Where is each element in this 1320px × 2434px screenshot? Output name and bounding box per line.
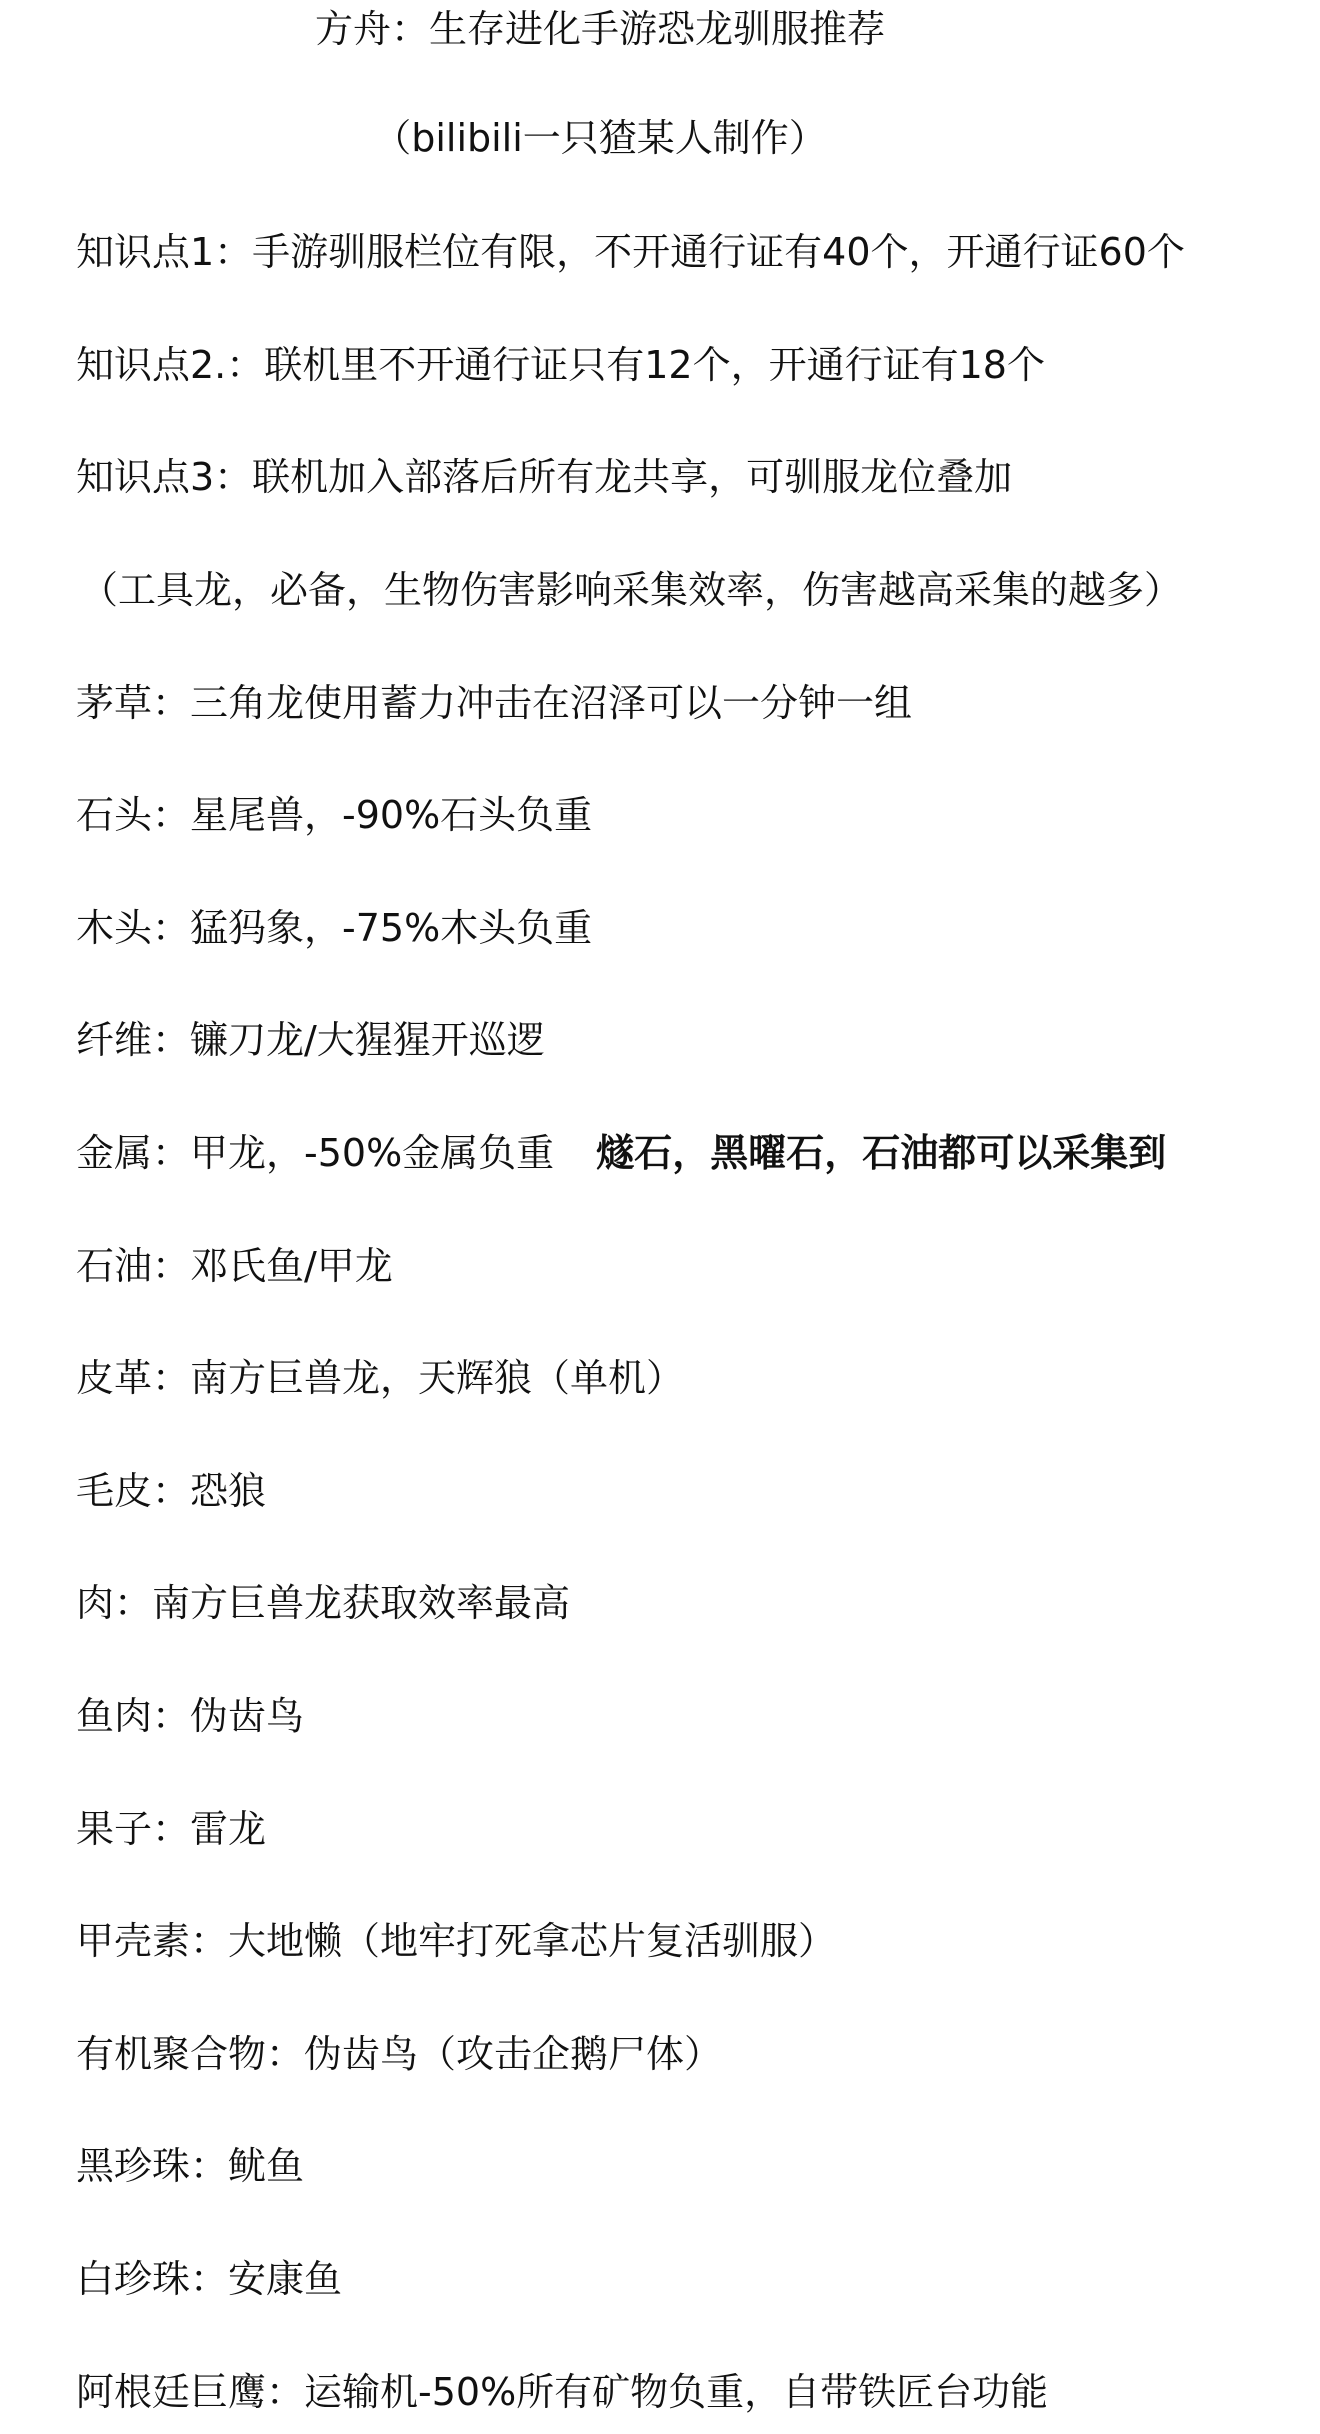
resource-line-black-pearl: 黑珍珠：鱿鱼 bbox=[76, 2144, 305, 2188]
resource-line-hide: 皮革：南方巨兽龙，天辉狼（单机） bbox=[76, 1356, 685, 1400]
resource-line-thatch: 茅草：三角龙使用蓄力冲击在沼泽可以一分钟一组 bbox=[76, 681, 913, 725]
knowledge-point-1: 知识点1：手游驯服栏位有限，不开通行证有40个，开通行证60个 bbox=[76, 230, 1185, 274]
metal-bold-note: 燧石，黑曜石，石油都可以采集到 bbox=[596, 1131, 1167, 1175]
resource-line-fish-meat: 鱼肉：伪齿鸟 bbox=[76, 1694, 305, 1738]
document-title: 方舟：生存进化手游恐龙驯服推荐 bbox=[314, 7, 885, 51]
resource-line-metal bbox=[76, 1128, 1166, 1178]
resource-line-argentavis: 阿根廷巨鹰：运输机-50%所有矿物负重，自带铁匠台功能 bbox=[76, 2370, 1049, 2414]
resource-line-white-pearl: 白珍珠：安康鱼 bbox=[76, 2257, 343, 2301]
resource-line-polymer: 有机聚合物：伪齿鸟（攻击企鹅尸体） bbox=[76, 2032, 723, 2076]
resource-line-wood: 木头：猛犸象，-75%木头负重 bbox=[76, 906, 593, 950]
resource-line-stone: 石头：星尾兽，-90%石头负重 bbox=[76, 793, 593, 837]
author-credit: （bilibili一只猹某人制作） bbox=[373, 116, 827, 160]
knowledge-point-2: 知识点2.：联机里不开通行证只有12个，开通行证有18个 bbox=[76, 343, 1045, 387]
resource-line-meat: 肉：南方巨兽龙获取效率最高 bbox=[76, 1581, 571, 1625]
metal-text: 金属：甲龙，-50%金属负重 bbox=[76, 1131, 555, 1175]
resource-line-oil: 石油：邓氏鱼/甲龙 bbox=[76, 1244, 393, 1288]
knowledge-point-3: 知识点3：联机加入部落后所有龙共享，可驯服龙位叠加 bbox=[76, 455, 1013, 499]
resource-line-chitin: 甲壳素：大地懒（地牢打死拿芯片复活驯服） bbox=[76, 1919, 837, 1963]
resource-line-pelt: 毛皮：恐狼 bbox=[76, 1469, 267, 1513]
resource-line-fiber: 纤维：镰刀龙/大猩猩开巡逻 bbox=[76, 1018, 545, 1062]
tool-dino-heading: （工具龙，必备，生物伤害影响采集效率，伤害越高采集的越多） bbox=[80, 568, 1183, 612]
resource-line-berries: 果子：雷龙 bbox=[76, 1807, 267, 1851]
